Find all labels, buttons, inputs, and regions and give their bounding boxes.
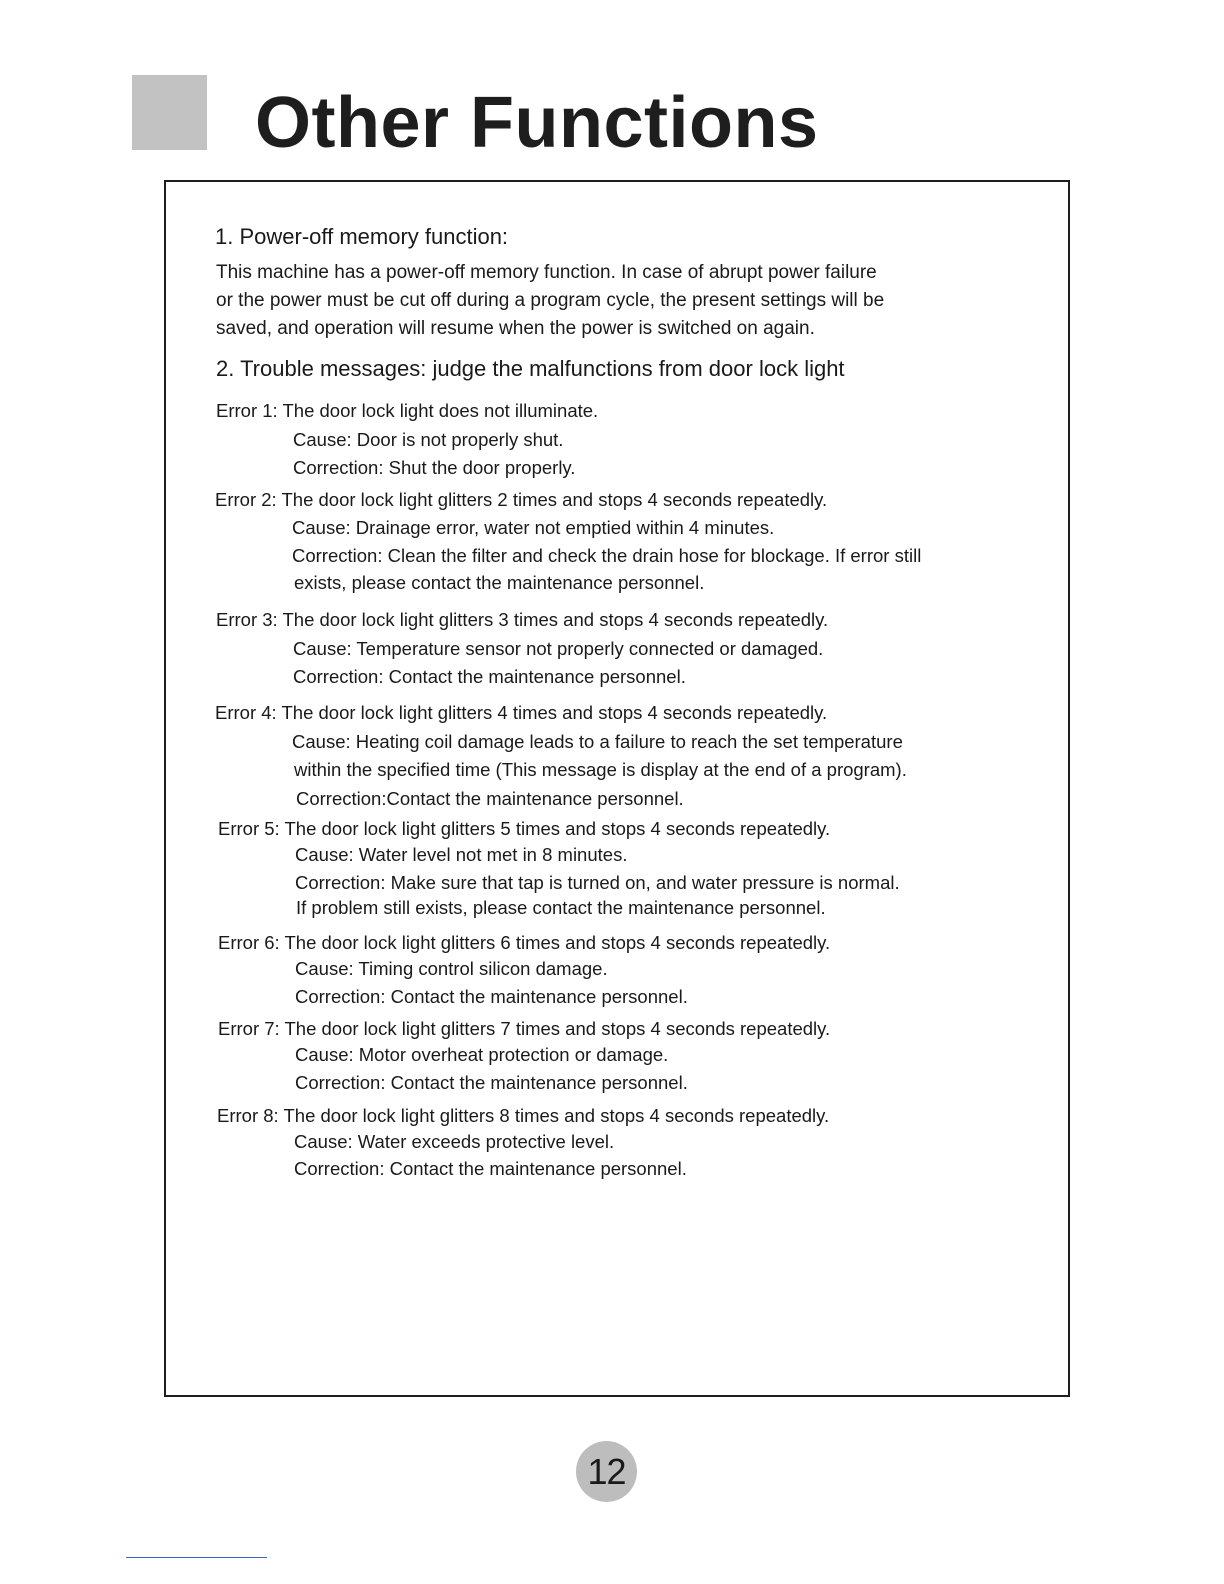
error-correction: Correction: Make sure that tap is turned on, and water pressure is normal. [295, 872, 900, 893]
error-cause: Cause: Temperature sensor not properly connected or damaged. [293, 638, 824, 659]
section2-heading: 2. Trouble messages: judge the malfunctions from door lock light [216, 356, 845, 381]
error-correction-continued: If problem still exists, please contact the maintenance personnel. [296, 897, 826, 918]
error-cause: Cause: Motor overheat protection or damage. [295, 1044, 669, 1065]
error-correction: Correction: Shut the door properly. [293, 457, 576, 478]
error-correction: Correction:Contact the maintenance personnel. [296, 788, 684, 809]
error-cause: Cause: Water exceeds protective level. [294, 1131, 615, 1152]
error-cause: Cause: Timing control silicon damage. [295, 958, 608, 979]
error-correction: Correction: Contact the maintenance personnel. [294, 1158, 687, 1179]
footer-rule [126, 1557, 267, 1558]
error-correction: Correction: Contact the maintenance personnel. [293, 666, 686, 687]
error-correction: Correction: Contact the maintenance personnel. [295, 1072, 688, 1093]
error-label: Error 4: The door lock light glitters 4 times and stops 4 seconds repeatedly. [215, 702, 828, 723]
error-correction-continued: exists, please contact the maintenance personnel. [294, 572, 705, 593]
section1-heading: 1. Power-off memory function: [215, 224, 509, 249]
error-correction: Correction: Contact the maintenance personnel. [295, 986, 688, 1007]
error-cause: Cause: Drainage error, water not emptied within 4 minutes. [292, 517, 775, 538]
page-number: 12 [587, 1450, 626, 1492]
page-number-badge [576, 1441, 637, 1502]
error-label: Error 2: The door lock light glitters 2 times and stops 4 seconds repeatedly. [215, 489, 828, 510]
page-title: Other Functions [255, 83, 819, 163]
error-cause: Cause: Water level not met in 8 minutes. [295, 844, 628, 865]
error-label: Error 5: The door lock light glitters 5 times and stops 4 seconds repeatedly. [218, 818, 831, 839]
error-label: Error 3: The door lock light glitters 3 times and stops 4 seconds repeatedly. [216, 609, 829, 630]
error-cause: Cause: Door is not properly shut. [293, 429, 564, 450]
error-correction: Correction: Clean the filter and check the drain hose for blockage. If error still [292, 545, 922, 566]
error-label: Error 8: The door lock light glitters 8 times and stops 4 seconds repeatedly. [217, 1105, 830, 1126]
error-label: Error 7: The door lock light glitters 7 times and stops 4 seconds repeatedly. [218, 1018, 831, 1039]
section1-line: or the power must be cut off during a program cycle, the present settings will be [216, 290, 885, 311]
error-cause-continued: within the specified time (This message is display at the end of a program). [294, 759, 907, 780]
error-label: Error 6: The door lock light glitters 6 times and stops 4 seconds repeatedly. [218, 932, 831, 953]
section1-line: saved, and operation will resume when the power is switched on again. [216, 318, 815, 339]
error-label: Error 1: The door lock light does not illuminate. [216, 400, 599, 421]
section1-line: This machine has a power-off memory function. In case of abrupt power failure [216, 262, 877, 283]
title-marker-square [132, 75, 207, 150]
error-cause: Cause: Heating coil damage leads to a failure to reach the set temperature [292, 731, 903, 752]
